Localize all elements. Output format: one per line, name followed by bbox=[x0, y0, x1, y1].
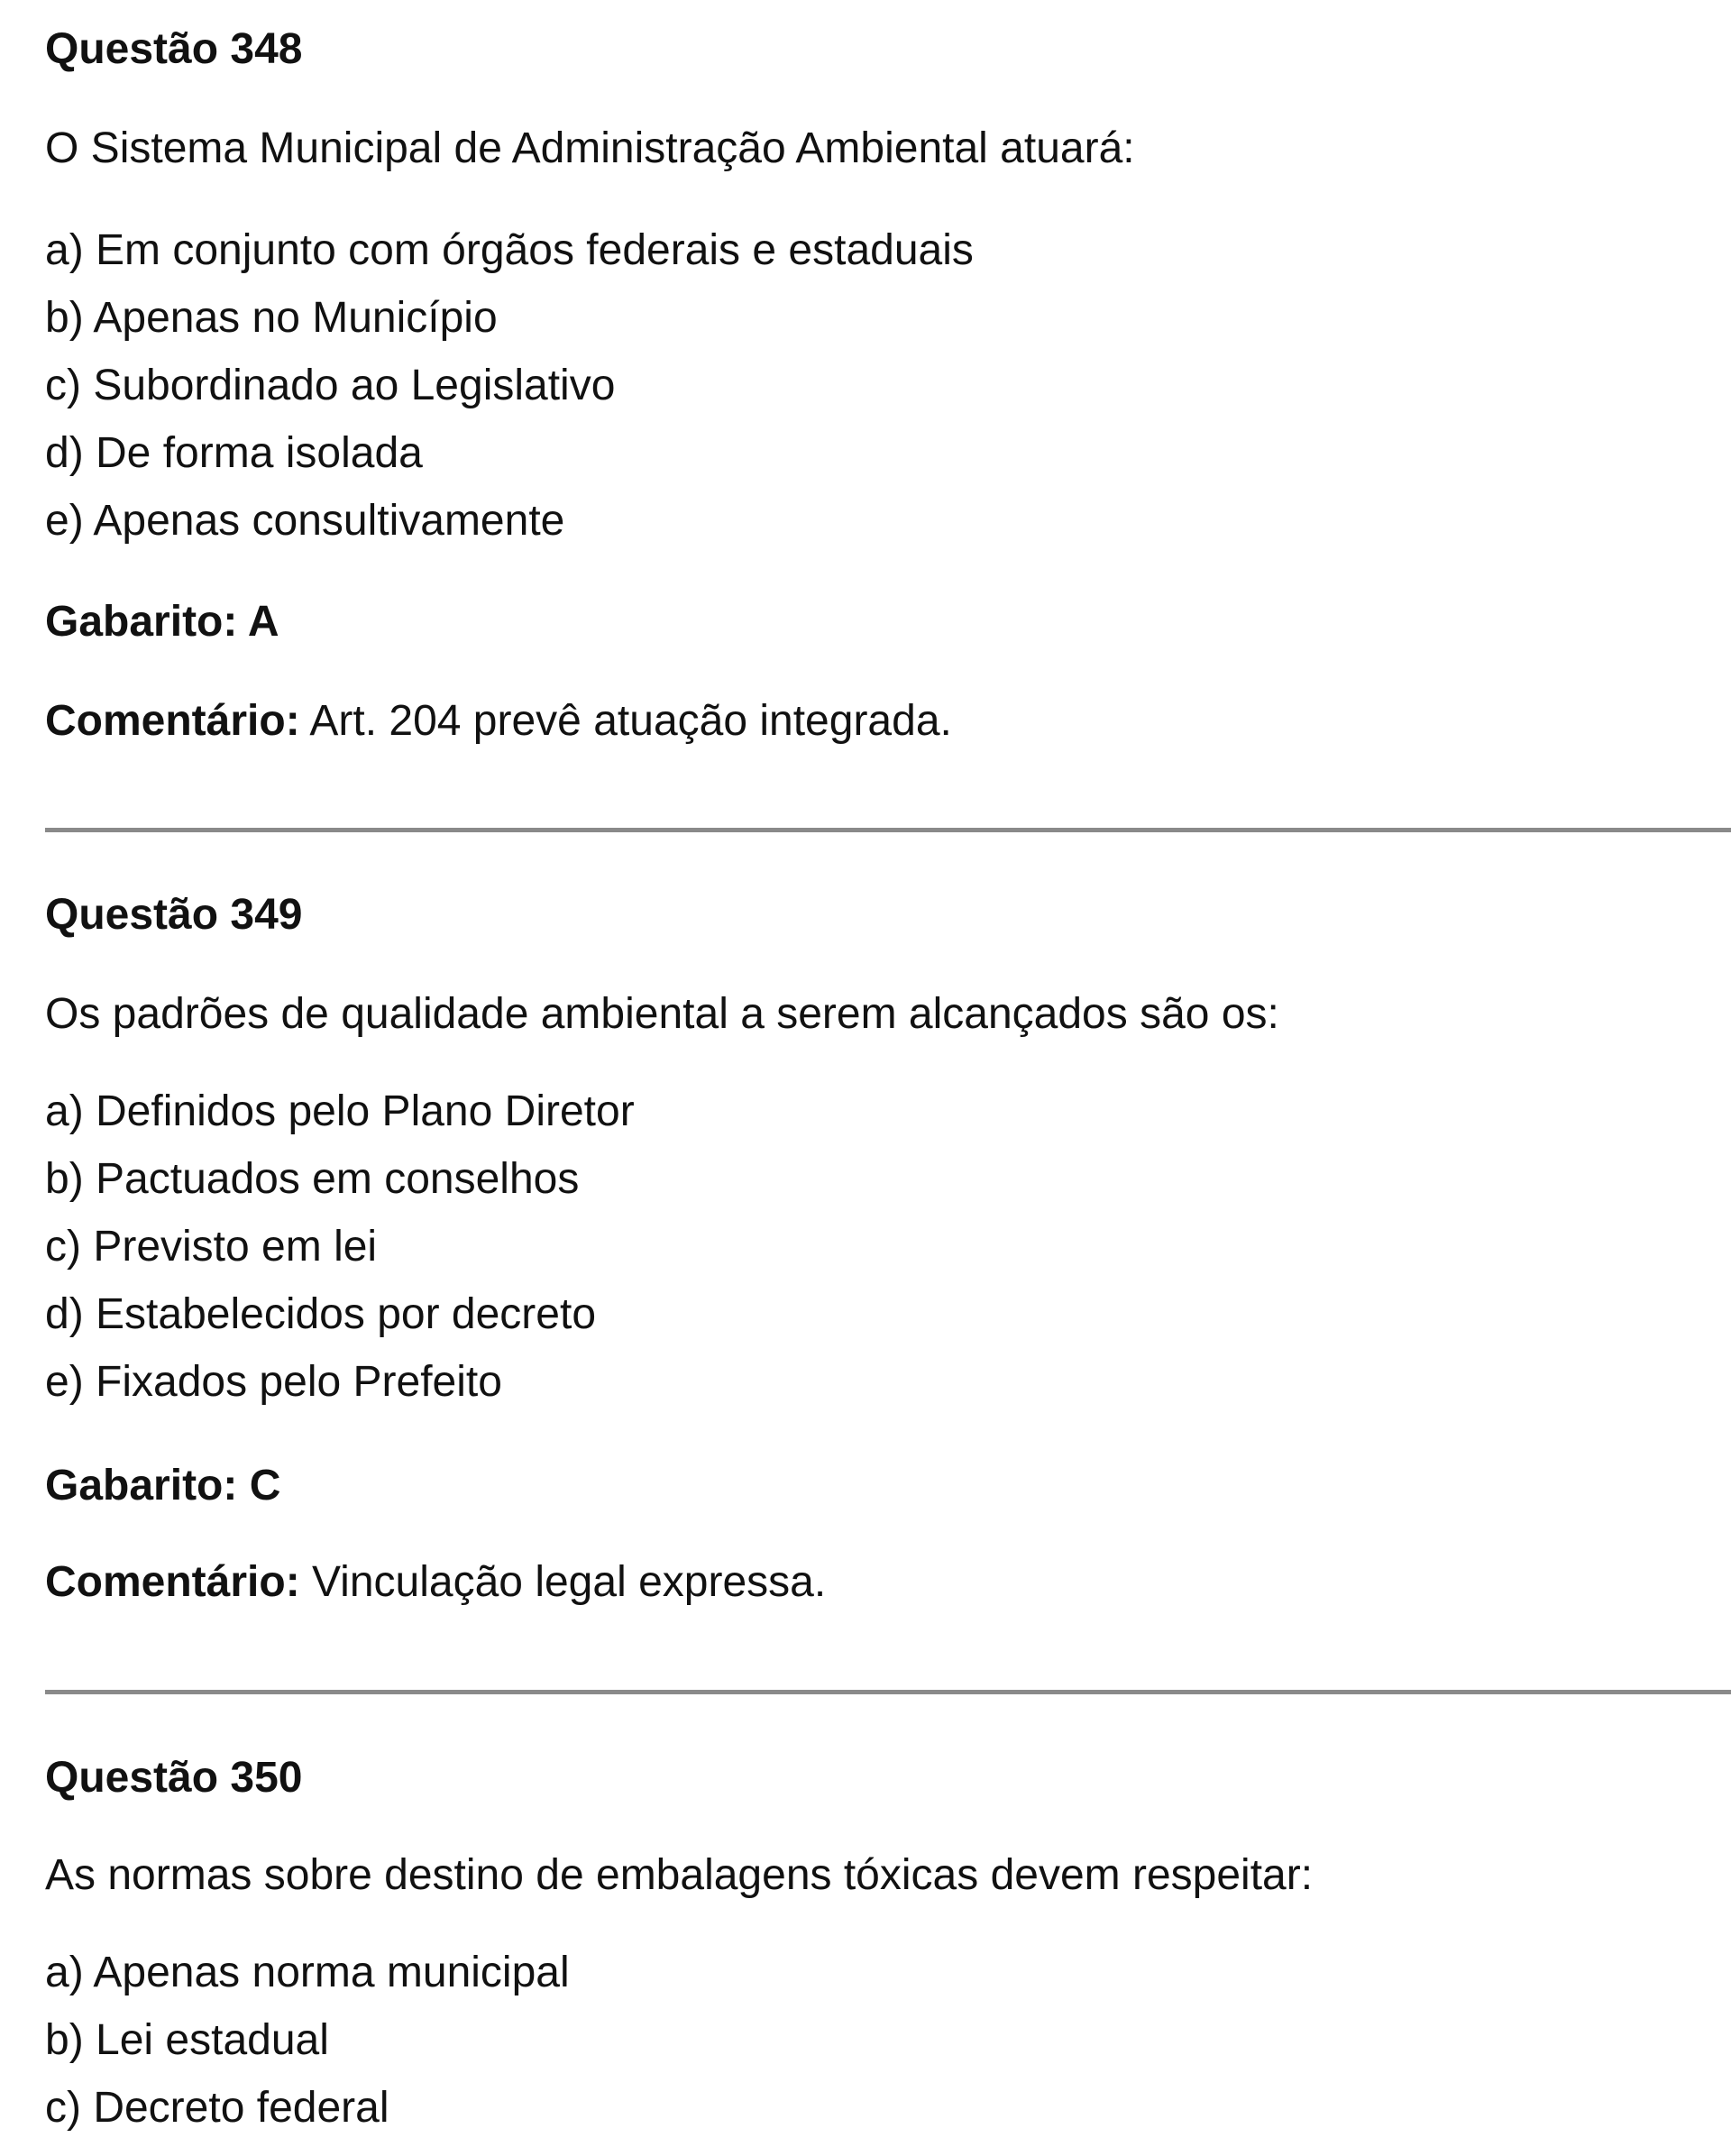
option-a: a) Em conjunto com órgãos federais e estaduais bbox=[45, 226, 974, 274]
question-title: Questão 350 bbox=[45, 1754, 303, 1802]
option-c: c) Decreto federal bbox=[45, 2084, 389, 2132]
option-b: b) Apenas no Município bbox=[45, 294, 498, 342]
comment-label: Comentário: bbox=[45, 1558, 300, 1606]
option-list bbox=[45, 216, 1731, 555]
question-348 bbox=[45, 23, 1731, 77]
question-350 bbox=[45, 1751, 1731, 1805]
option-e: e) Apenas consultivamente bbox=[45, 497, 565, 545]
question-stem: Os padrões de qualidade ambiental a serem alcançados são os: bbox=[45, 990, 1279, 1038]
option-a: a) Apenas norma municipal bbox=[45, 1949, 570, 1996]
option-c: c) Previsto em lei bbox=[45, 1223, 378, 1271]
option-list bbox=[45, 1939, 1731, 2142]
option-c: c) Subordinado ao Legislativo bbox=[45, 362, 616, 409]
section-divider bbox=[45, 828, 1731, 832]
comment-label: Comentário: bbox=[45, 697, 300, 745]
option-b: b) Lei estadual bbox=[45, 2016, 329, 2064]
comment bbox=[45, 694, 1731, 748]
section-divider bbox=[45, 1690, 1731, 1694]
option-e: e) Fixados pelo Prefeito bbox=[45, 1358, 502, 1406]
question-title: Questão 348 bbox=[45, 25, 303, 73]
comment-text: Art. 204 prevê atuação integrada. bbox=[299, 697, 952, 745]
option-d: d) Estabelecidos por decreto bbox=[45, 1290, 597, 1338]
question-stem: O Sistema Municipal de Administração Ambiental atuará: bbox=[45, 124, 1135, 172]
option-list bbox=[45, 1078, 1731, 1416]
question-349 bbox=[45, 888, 1731, 942]
comment bbox=[45, 1555, 1731, 1610]
question-stem: As normas sobre destino de embalagens tóxicas devem respeitar: bbox=[45, 1851, 1314, 1899]
comment-text: Vinculação legal expressa. bbox=[299, 1558, 827, 1606]
option-d: d) De forma isolada bbox=[45, 429, 423, 477]
answer-key: Gabarito: C bbox=[45, 1462, 281, 1509]
option-b: b) Pactuados em conselhos bbox=[45, 1155, 580, 1203]
answer-key: Gabarito: A bbox=[45, 598, 279, 646]
option-a: a) Definidos pelo Plano Diretor bbox=[45, 1087, 635, 1135]
question-title: Questão 349 bbox=[45, 891, 303, 939]
